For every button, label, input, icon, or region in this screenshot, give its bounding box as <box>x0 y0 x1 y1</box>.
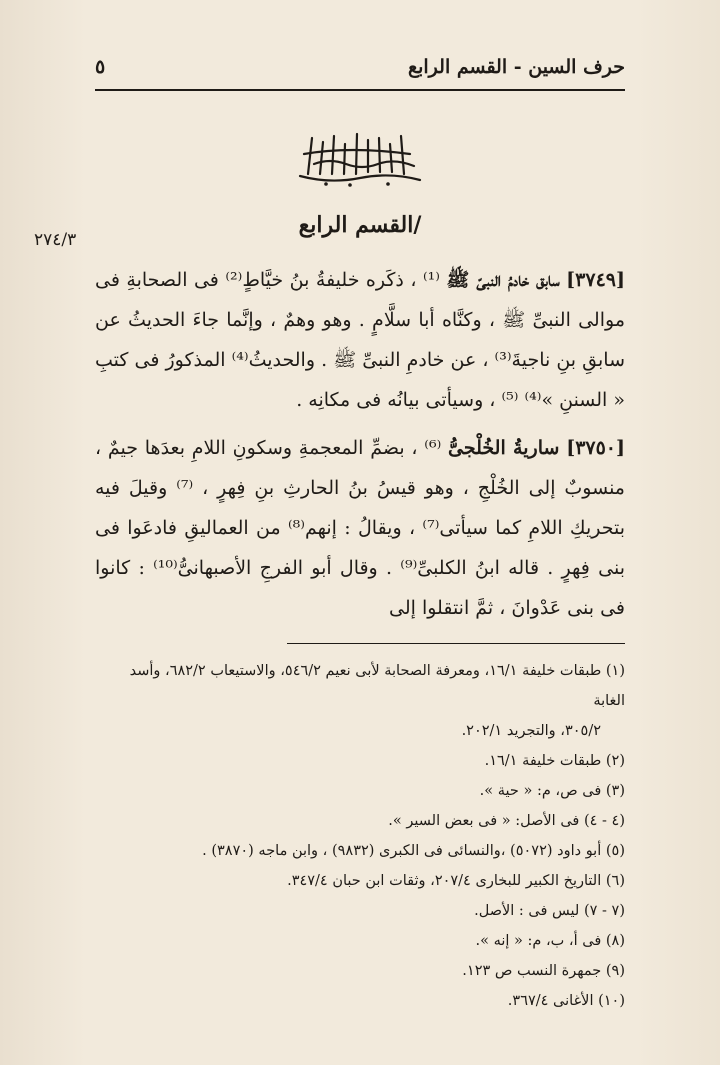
entry-3750 <box>95 428 625 628</box>
footnote-continuation: ٣٠٥/٢، والتجريد ٢٠٢/١. <box>461 723 601 739</box>
page-number: ٥ <box>95 56 106 78</box>
running-title: حرف السين - القسم الرابع <box>408 56 625 78</box>
entry-text: ⁽⁶⁾ ، بضمِّ المعجمةِ وسكونِ اللامِ بعدَها جيمٌ ، منسوبٌ إلى الخُلْجِ ، وهو قيسُ بنُ الحارثِ بنِ فِهرٍ ، ⁽⁷⁾ وقيلَ فيه بتحريكِ اللامِ كما سيأتى⁽⁷⁾ ، ويقالُ : إنهم⁽⁸⁾ من العماليقِ فادعَوا فى بنى فِهرٍ . قاله ابنُ الكلبىِّ⁽⁹⁾ . وقال أبو الفرجِ الأصبهانىُّ⁽¹⁰⁾ : كانوا فى بنى عَدْوانَ ، ثمَّ انتقلوا إلى <box>95 437 625 619</box>
footnote: (٤ - ٤) فى الأصل: « فى بعض السير ». <box>388 813 625 829</box>
footnote-separator <box>287 643 625 644</box>
entry-3749 <box>95 260 625 420</box>
volume-page-reference: ٢٧٤/٣ <box>34 230 77 250</box>
footnote: (٩) جمهرة النسب ص ١٢٣. <box>462 963 625 979</box>
entry-text: ⁽¹⁾ ، ذكَره خليفةُ بنُ خيَّاطٍ⁽²⁾ فى الصحابةِ فى موالى النبىِّ ﷺ ، وكنَّاه أبا سلَّامٍ . وهو وهمٌ ، وإنَّما جاءَ الحديثُ عن سابقِ بنِ ناجيةَ⁽³⁾ ، عن خادمِ النبىِّ ﷺ . والحديثُ⁽⁴⁾ المذكورُ فى كتبِ « السننِ »⁽⁴⁾ ⁽⁵⁾ ، وسيأتى بيانُه فى مكانِه . <box>95 269 626 411</box>
footnote: (٦) التاريخ الكبير للبخارى ٢٠٧/٤، وثقات ابن حبان ٣٤٧/٤. <box>287 873 625 889</box>
footnote: (٧ - ٧) ليس فى : الأصل. <box>474 903 625 919</box>
main-text <box>95 260 625 636</box>
entry-name: سابق خادمُ النبىّ ﷺ <box>446 269 560 291</box>
footnote: (١٠) الأغانى ٣٦٧/٤. <box>507 993 625 1009</box>
footnote: (١) طبقات خليفة ١٦/١، ومعرفة الصحابة لأبى نعيم ٥٤٦/٢، والاستيعاب ٦٨٢/٢، وأسد الغابة <box>129 663 625 709</box>
footnote: (٨) فى أ، ب، م: « إنه ». <box>475 933 625 949</box>
entry-number: [٣٧٤٩] <box>566 269 625 291</box>
running-header <box>95 52 625 94</box>
footnote: (٢) طبقات خليفة ١٦/١. <box>484 753 625 769</box>
section-heading: /القسم الرابع <box>298 212 422 238</box>
footnote: (٣) فى ص، م: « حية ». <box>479 783 625 799</box>
header-rule <box>95 89 625 91</box>
footnote: (٥) أبو داود (٥٠٧٢) ،والنسائى فى الكبرى (٩٨٣٢) ، وابن ماجه (٣٨٧٠) . <box>202 843 625 859</box>
entry-number: [٣٧٥٠] <box>566 437 626 459</box>
entry-name: ساريةُ الخُلْجىُّ <box>448 437 560 459</box>
basmala-calligraphy <box>290 124 430 190</box>
footnotes <box>95 656 625 1016</box>
